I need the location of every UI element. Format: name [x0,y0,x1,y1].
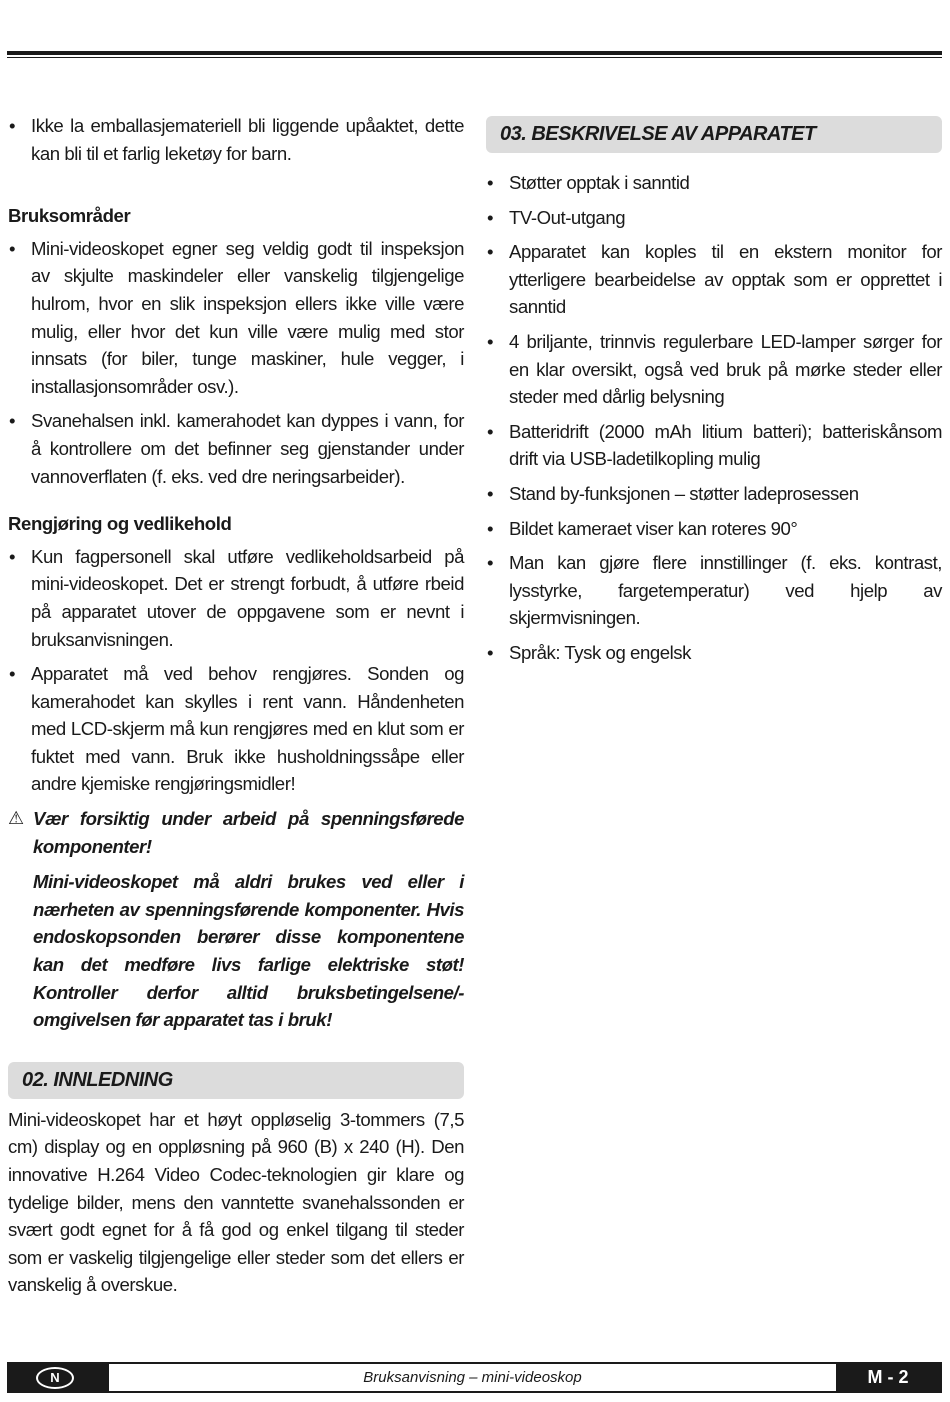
footer-language-block [9,1364,109,1391]
usage-item-1: • Mini-videoskopet egner seg veldig godt til inspeksjon av skjulte maskindeler eller vanskelig tilgjengelige hulrom, hvor en slik inspeksjon ellers ikke ville være mulig, eller hvor det kun ville være mulig med stor innsats (for biler, tunge maskiner, hule vegger, i installasjonsområder osv.). [8,235,464,401]
feature-item: • Støtter opptak i sanntid [486,169,942,197]
feature-item: • Stand by-funksjonen – støtter ladeprosessen [486,480,942,508]
right-column [486,116,942,674]
left-column [8,112,464,1299]
feature-item: • Apparatet kan koples til en ekstern monitor for ytterligere bearbeidelse av opptak som er opprettet i sanntid [486,238,942,321]
warning-triangle-icon: ⚠ [8,808,24,829]
cleaning-item-2: • Apparatet må ved behov rengjøres. Sonden og kamerahodet kan skylles i rent vann. Håndenheten med LCD-skjerm må kun rengjøres med en klut som er fuktet med vann. Bruk ikke husholdningssåpe eller andre kjemiske rengjøringsmidler! [8,660,464,798]
cleaning-item-1: • Kun fagpersonell skal utføre vedlikeholdsarbeid på mini-videoskopet. Det er strengt forbudt, å utføre rbeid på apparatet utover de oppgavene som er nevnt i bruksanvisningen. [8,543,464,653]
section-02-text: Mini-videoskopet har et høyt oppløselig 3-tommers (7,5 cm) display og en oppløsning på 960 (B) x 240 (H). Den innovative H.264 Video Codec-teknologien gir klare og tydelige bilder, mens den vanntette svanehalssonden er svært godt egnet for å få god og enkel tilgang til steder som er vaskelig tilgjengelige eller steder som det ellers er vanskelig å overskue. [8,1108,464,1296]
usage-heading: Bruksområder [8,205,131,227]
warning-heading-text: Vær forsiktig under arbeid på spenningsførede komponenter! [33,808,464,857]
feature-item: • Batteridrift (2000 mAh litium batteri); batteriskånsom drift via USB-ladetilkopling mulig [486,418,942,473]
footer-manual-title: Bruksanvisning – mini-videoskop [363,1369,582,1386]
page-number: M - 2 [836,1364,940,1391]
feature-item: • Språk: Tysk og engelsk [486,639,942,667]
feature-item: • TV-Out-utgang [486,204,942,232]
feature-item: • Man kan gjøre flere innstillinger (f. eks. kontrast, lysstyrke, fargetemperatur) ved hjelp av skjermvisningen. [486,549,942,632]
feature-list [486,169,942,667]
language-badge: N [36,1367,74,1389]
feature-item: • Bildet kameraet viser kan roteres 90° [486,515,942,543]
top-rule-thin [7,57,942,58]
usage-item-2: • Svanehalsen inkl. kamerahodet kan dyppes i vann, for å kontrollere om det befinner seg gjenstander under vannoverflaten (f. eks. ved dre neringsarbeider). [8,407,464,490]
cleaning-heading: Rengjøring og vedlikehold [8,513,232,535]
intro-bullet: • Ikke la emballasjemateriell bli liggende upåaktet, dette kan bli til et farlig leketøy for barn. [8,112,464,167]
top-rule [7,51,942,55]
section-02-title: 02. INNLEDNING [8,1062,464,1099]
warning-heading [8,805,464,860]
warning-body: Mini-videoskopet må aldri brukes ved eller i nærheten av spenningsførende komponenter. Hvis endoskopsonden berører disse komponentene kan det medføre livs farlige elektriske støt! Kontroller derfor alltid bruksbetingelsene/-omgivelsen før apparatet tas i bruk! [33,871,464,1031]
feature-item: • 4 briljante, trinnvis regulerbare LED-lamper sørger for en klar oversikt, også ved bruk på mørke steder eller steder med dårlig belysning [486,328,942,411]
section-03-title: 03. BESKRIVELSE AV APPARATET [486,116,942,153]
page-footer [7,1362,942,1393]
